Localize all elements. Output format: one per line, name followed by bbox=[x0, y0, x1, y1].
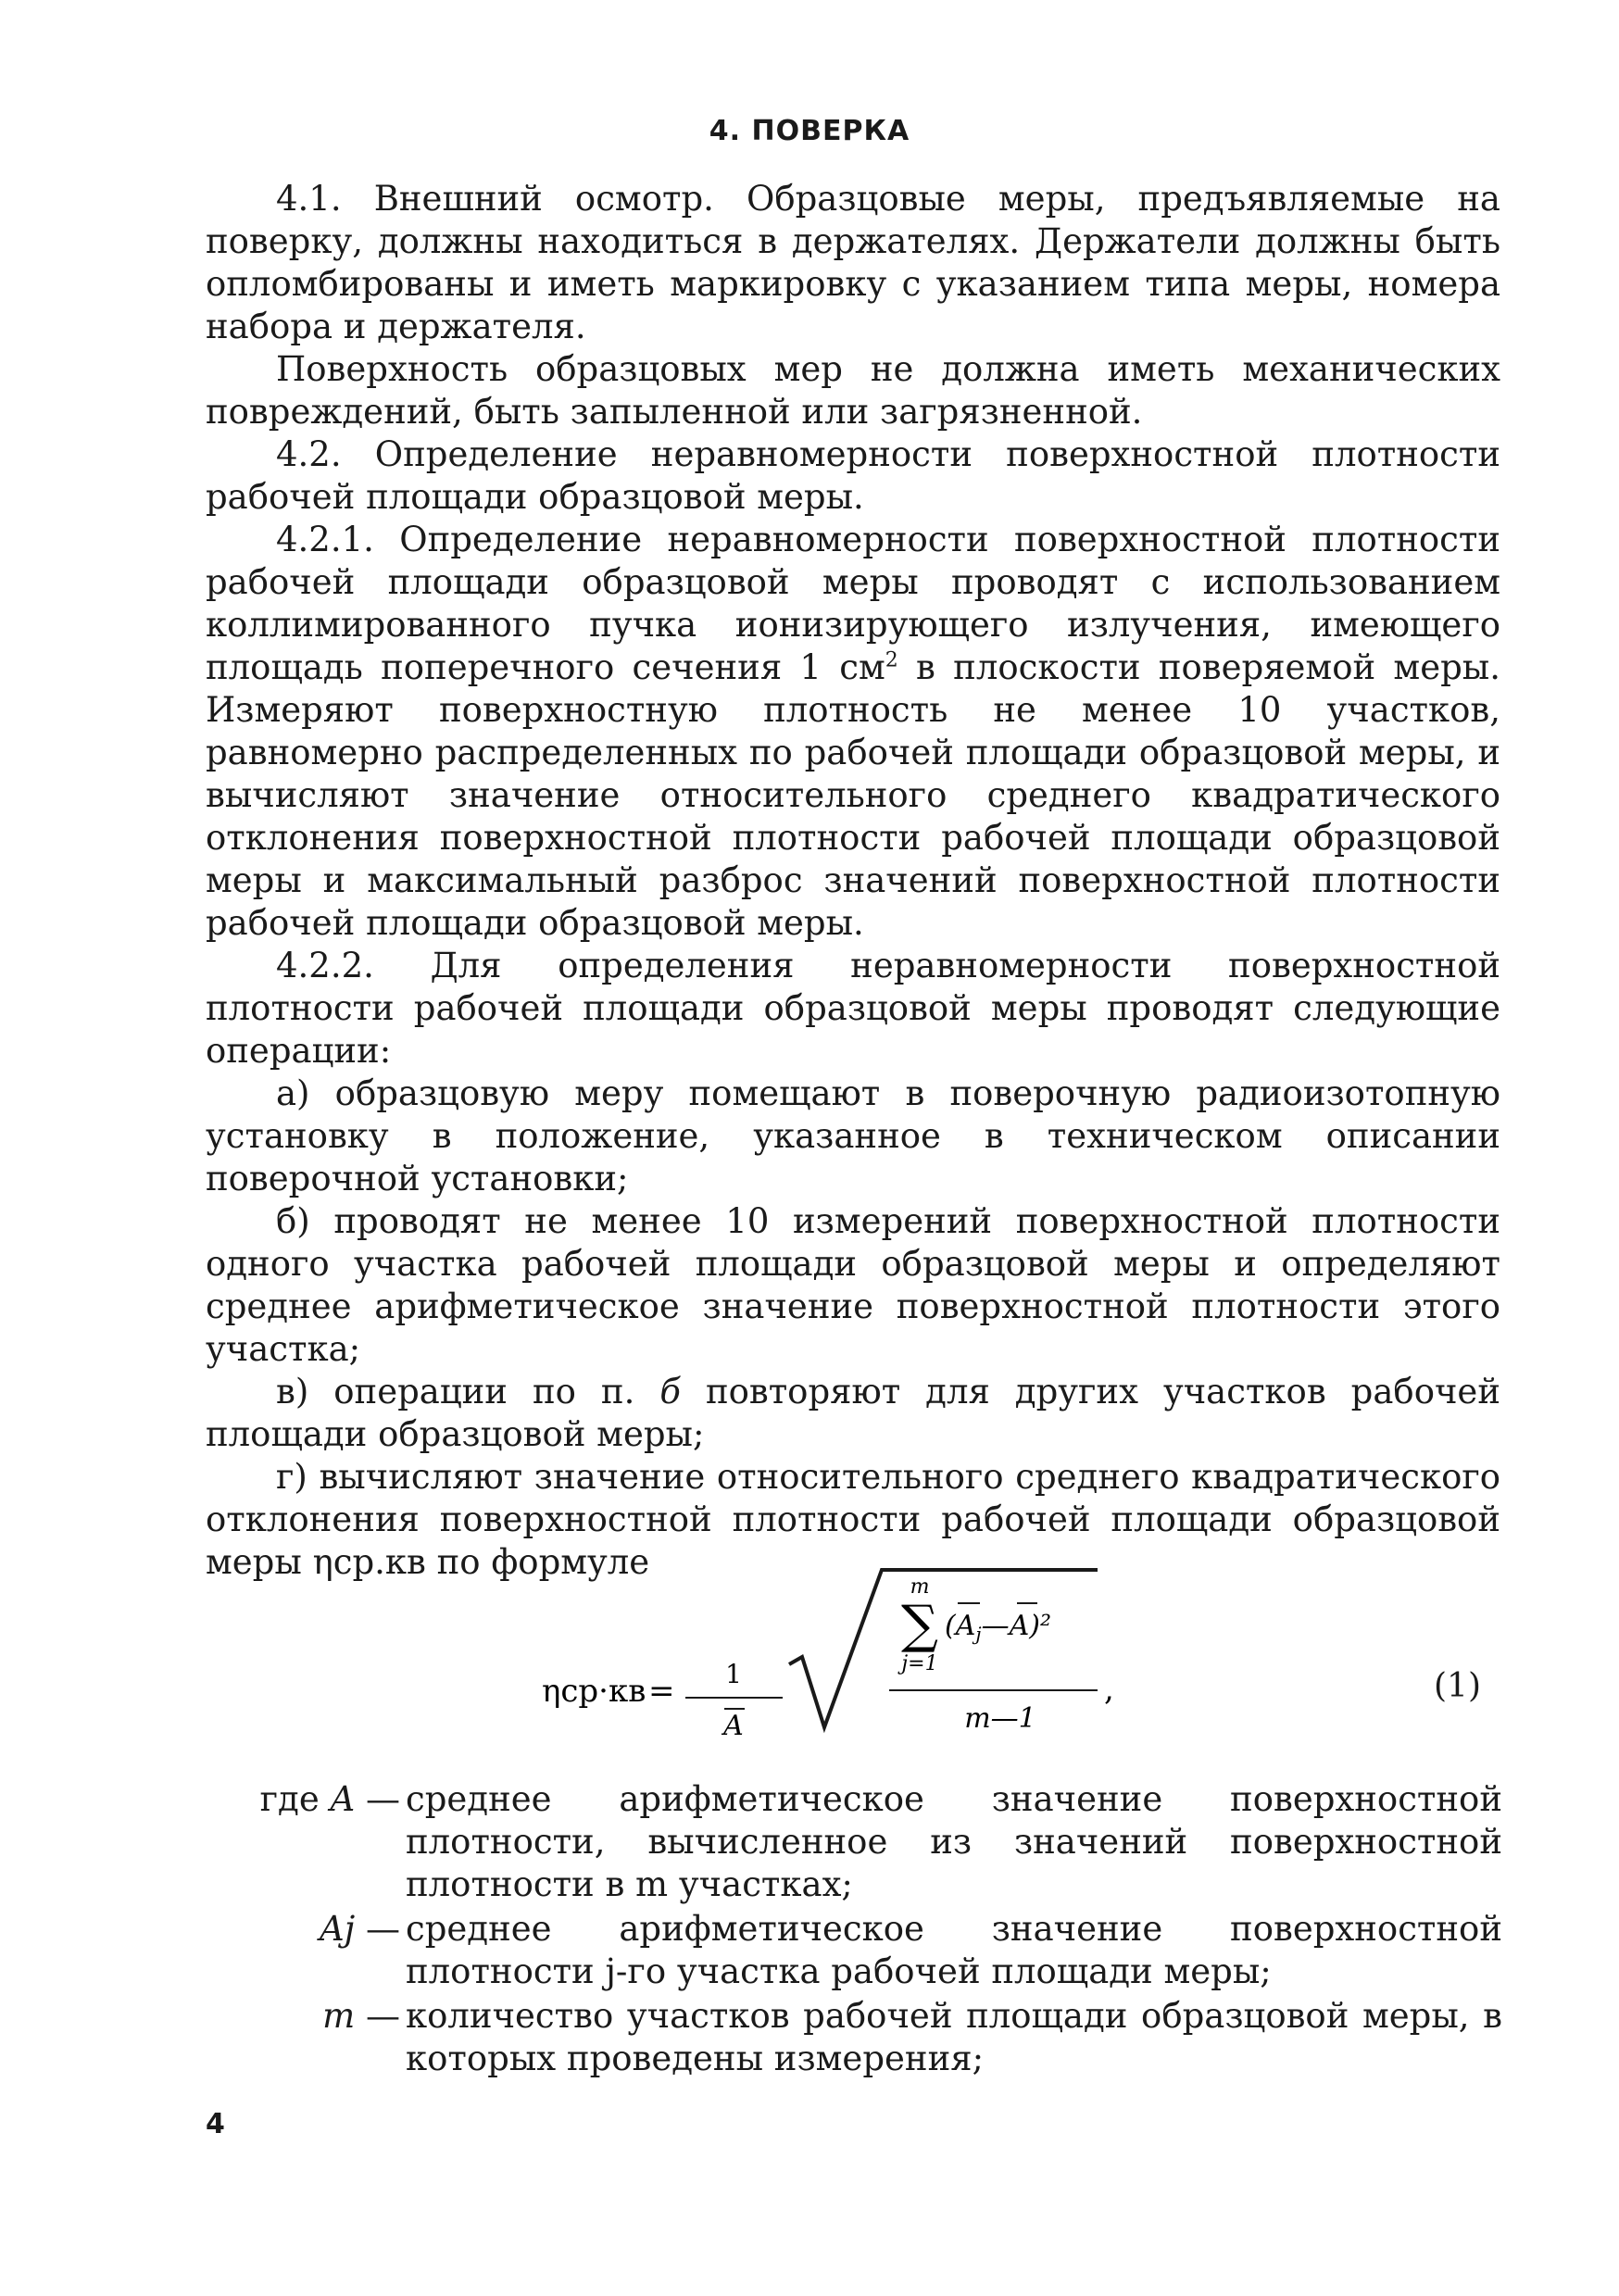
list-item-v-ref: б bbox=[659, 1372, 681, 1411]
list-item-g-part-b: по формуле bbox=[425, 1542, 650, 1582]
list-item-v-part-b: повторяют для других участков рабочей площади образцовой меры; bbox=[206, 1372, 1500, 1454]
formula-sum-sign: ∑ bbox=[901, 1595, 938, 1655]
paragraph-4-2-1-part-a: 4.2.1. Определение неравномерности поверхностной плотности рабочей площади образцовой меры проводят с использованием коллимированного пучка ионизирующего излучения, имеющего площадь поперечного сечения 1 см bbox=[206, 520, 1500, 687]
page-number: 4 bbox=[206, 2108, 225, 2140]
definition-dash: — bbox=[355, 1779, 400, 1819]
definitions-list bbox=[243, 1778, 1502, 2082]
definition-term bbox=[243, 1778, 406, 1906]
list-item-a: а) образцовую меру помещают в поверочную радиоизотопную установку в положение, указанное в техническом описании поверочной установки; bbox=[206, 1073, 1500, 1198]
definition-where: где bbox=[259, 1779, 331, 1819]
paragraph-4-2-1-part-b: в плоскости поверяемой меры. Измеряют поверхностную плотность не менее 10 участков, равномерно распределенных по рабочей площади образцовой меры, и вычисляют значение относительного среднего квадратического отклонения поверхностной плотности рабочей площади образцовой меры и максимальный разброс значений поверхностной плотности рабочей площади образцовой меры. bbox=[206, 647, 1501, 943]
superscript-2: 2 bbox=[885, 648, 898, 672]
formula-denominator-a: A bbox=[723, 1710, 744, 1742]
definition-term bbox=[243, 1995, 406, 2080]
section-heading: 4. ПОВЕРКА bbox=[709, 115, 910, 147]
formula-denominator-m: m—1 bbox=[964, 1702, 1036, 1735]
definition-dash: — bbox=[355, 1996, 400, 2036]
eta-symbol-inline: ηср.кв bbox=[312, 1542, 426, 1582]
definition-text: количество участков рабочей площади образцовой меры, в которых проведены измерения; bbox=[406, 1996, 1502, 2078]
definition-symbol: Aj bbox=[320, 1909, 356, 1949]
paragraph-4-2-2: 4.2.2. Для определения неравномерности поверхностной плотности рабочей площади образцовой меры проводят следующие операции: bbox=[206, 946, 1500, 1071]
definition-term bbox=[243, 1908, 406, 1993]
definition-symbol: A bbox=[330, 1779, 356, 1819]
formula-radical bbox=[789, 1570, 1098, 1727]
definition-symbol: m bbox=[322, 1996, 356, 2036]
formula-sum-body-j: j bbox=[975, 1623, 982, 1645]
list-item-g-part-a: г) вычисляют значение относительного среднего квадратического отклонения поверхностной плотности рабочей площади образцовой меры bbox=[206, 1457, 1500, 1582]
paragraph-4-2: 4.2. Определение неравномерности поверхностной плотности рабочей площади образцовой меры. bbox=[206, 434, 1500, 517]
definition-text: среднее арифметическое значение поверхностной плотности, вычисленное из значений поверхностной плотности в m участках; bbox=[406, 1779, 1502, 1904]
formula-svg bbox=[0, 1542, 1619, 1755]
paragraph-surface: Поверхность образцовых мер не должна иметь механических повреждений, быть запыленной или загрязненной. bbox=[206, 349, 1500, 432]
list-item-v-part-a: в) операции по п. bbox=[276, 1372, 660, 1411]
list-item-v bbox=[206, 1371, 1500, 1456]
formula-sum-lower: j=1 bbox=[901, 1652, 938, 1675]
equation-number: (1) bbox=[1434, 1667, 1481, 1705]
body-text bbox=[206, 178, 1500, 1584]
definition-item bbox=[243, 1908, 1502, 1993]
definition-text: среднее арифметическое значение поверхностной плотности j-го участка рабочей площади меры; bbox=[406, 1909, 1502, 1991]
formula-comma: , bbox=[1104, 1671, 1114, 1708]
formula-sum-body bbox=[945, 1610, 1051, 1645]
formula-sum-body-rest: —A)² bbox=[981, 1610, 1051, 1642]
formula-sum-upper: m bbox=[910, 1575, 930, 1599]
definition-dash: — bbox=[355, 1909, 400, 1949]
paragraph-4-1: 4.1. Внешний осмотр. Образцовые меры, предъявляемые на поверку, должны находиться в держателях. Держатели должны быть опломбированы и иметь маркировку с указанием типа меры, номера набора и держателя. bbox=[206, 179, 1500, 346]
paragraph-4-2-1 bbox=[206, 519, 1500, 945]
formula-1 bbox=[0, 1542, 1619, 1755]
formula-lhs: ηср·кв bbox=[542, 1673, 646, 1710]
formula-numerator-one: 1 bbox=[725, 1659, 742, 1689]
formula-equals: = bbox=[648, 1673, 675, 1710]
formula-sum-body-a: (A bbox=[945, 1610, 976, 1642]
list-item-b: б) проводят не менее 10 измерений поверхностной плотности одного участка рабочей площади образцовой меры и определяют среднее арифметическое значение поверхностной плотности этого участка; bbox=[206, 1201, 1500, 1369]
definition-item bbox=[243, 1778, 1502, 1906]
definition-item bbox=[243, 1995, 1502, 2080]
